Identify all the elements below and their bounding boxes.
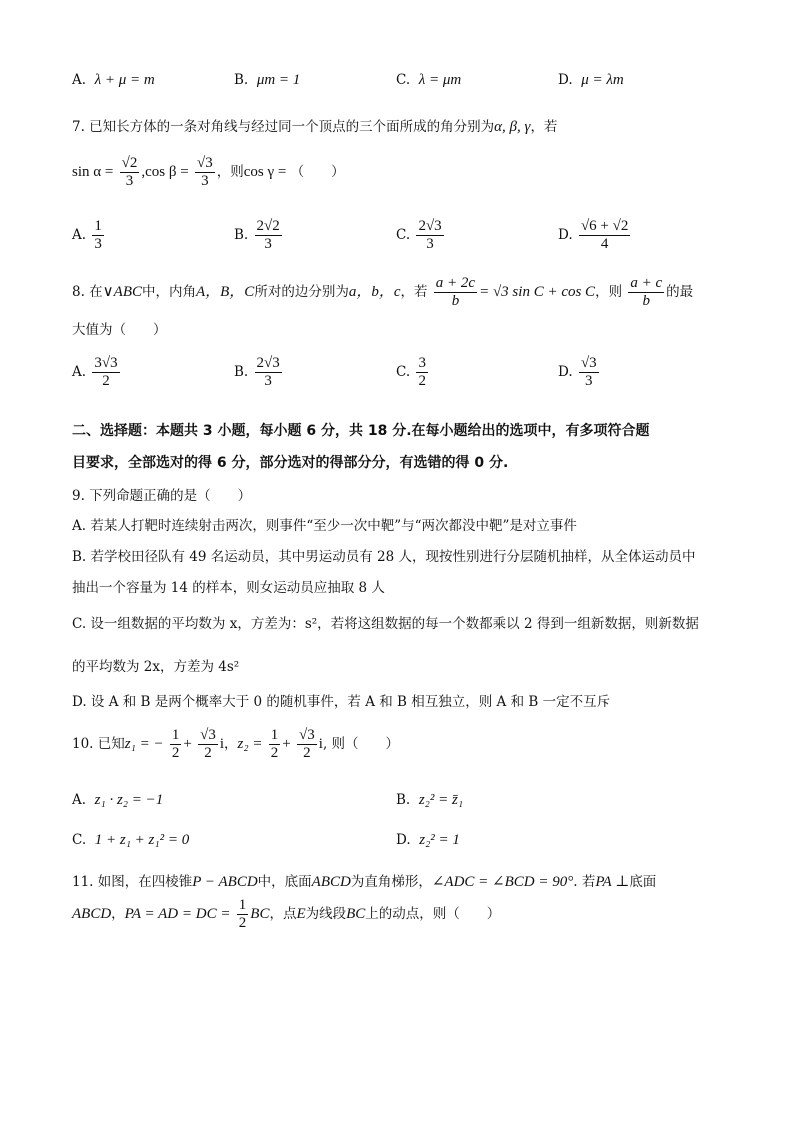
q11-text: . 若 [573,874,596,890]
q11-text: ， [111,906,125,922]
option-label: A. [72,792,87,808]
option-math: λ + μ = m [94,72,155,88]
numerator: √2 [121,155,138,171]
q9-option-c-line2: 的平均数为 2x，方差为 4s² [72,659,240,675]
option-label: D. [558,72,573,88]
q6-option-a [72,72,155,89]
q10-z1: z₁ = − [124,736,164,752]
fraction [579,355,599,390]
numerator: √3 [299,727,315,743]
q9-option-d: D. 设 A 和 B 是两个概率大于 0 的随机事件，若 A 和 B 相互独立，则 A 和 B 一定不互斥 [72,694,611,710]
cond-cos: ,cos β = [141,164,189,180]
fraction [255,355,282,390]
option-label: D. [558,227,573,243]
q10-text: , 则（ ） [322,736,400,752]
denominator: 3 [585,373,593,389]
q8-option-b [234,355,284,390]
q7-option-d [558,218,632,253]
q10-text: ， [224,736,238,752]
numerator: 3 [418,355,426,371]
q8-text: ，若 [400,284,428,300]
answer-paren: （ ） [290,164,345,180]
q8-vertices: A，B，C [195,284,255,300]
q9-option-b-line2: 抽出一个容量为 14 的样本，则女运动员应抽取 8 人 [72,580,385,596]
numerator: a + 2c [435,275,476,291]
q9-option-b-line1: B. 若学校田径队有 49 名运动员，其中男运动员有 28 人，现按性别进行分层随机抽样，从全体运动员中 [72,549,696,565]
q8-text: 8. 在 [72,284,103,300]
q10-text: 10. 已知 [72,736,125,752]
q7-angles: α, β, γ [494,119,531,135]
q10-z2: z₂ = [237,736,263,752]
q10-option-c [72,832,189,849]
numerator: √3 [200,727,216,743]
q11-perp: PA ⊥ [595,874,630,890]
option-label: B. [396,792,411,808]
fraction [170,727,182,762]
q11-point-e: E [296,906,306,922]
option-label: A. [72,364,87,380]
numerator: 1 [238,897,247,913]
q8-text: 中，内角 [141,284,196,300]
option-label: C. [396,364,411,380]
ask-math: cos γ = [243,164,287,180]
denominator: 2 [102,373,110,389]
option-label: A. [72,227,87,243]
fraction [198,727,218,762]
numerator: 1 [94,218,102,234]
numerator: 3√3 [94,355,118,371]
imag-unit: i [219,736,225,752]
denominator: 2 [238,915,247,931]
q10-option-d [396,832,460,849]
q7-stem-text: 7. 已知长方体的一条对角线与经过同一个顶点的三个面所成的角分别为 [72,119,495,135]
option-label: B. [234,72,249,88]
q11-pyramid: P − ABCD [192,874,258,890]
q11-text: 上的动点，则（ ） [365,906,501,922]
fraction [255,218,282,253]
q11-stem-line1 [72,870,656,891]
q6-option-c [396,72,461,89]
q11-eq: PA = AD = DC = [124,906,231,922]
q11-text: 为直角梯形， [350,874,432,890]
option-label: C. [72,832,87,848]
fraction [237,897,249,932]
imag-unit: i [318,736,323,752]
q8-option-d [558,355,601,390]
fraction [297,727,317,762]
q7-stem-tail: ，若 [530,119,558,135]
numerator: √3 [580,355,597,371]
denominator: 2 [171,745,180,761]
q11-base: ABCD [72,906,112,922]
q9-option-a: A. 若某人打靶时连续射击两次，则事件“至少一次中靶”与“两次都没中靶”是对立事件 [72,518,577,534]
q11-bc: BC [346,906,366,922]
option-label: C. [396,227,411,243]
q7-option-c [396,218,446,253]
plus-sign: + [282,736,291,752]
numerator: 1 [171,727,180,743]
option-math: μ = λm [581,72,624,88]
fraction [195,155,215,190]
q10-option-a [72,792,163,809]
fraction [416,218,443,253]
option-label: D. [558,364,573,380]
fraction [434,275,477,310]
fraction [269,727,281,762]
denominator: 2 [270,745,279,761]
q11-base: ABCD [311,874,351,890]
denominator: 3 [426,236,434,252]
q10-option-b [396,792,463,809]
section2-heading-line1: 二、选择题：本题共 3 小题，每小题 6 分，共 18 分.在每小题给出的选项中，有多项符合题 [72,423,650,439]
denominator: b [451,293,460,309]
q8-text: 的最 [666,284,694,300]
numerator: 1 [270,727,279,743]
q6-option-b [234,72,300,89]
denominator: 2 [418,373,426,389]
section2-heading-line2: 目要求，全部选对的得 6 分，部分选对的得部分分，有选错的得 0 分. [72,455,509,471]
plus-sign: + [183,736,192,752]
q9-option-c-line1: C. 设一组数据的平均数为 x，方差为：s²，若将这组数据的每一个数都乘以 2 得到一组新数据，则新数据 [72,616,699,632]
q11-text: 为线段 [305,906,347,922]
numerator: 2√2 [256,218,280,234]
option-math: 1 + z₁ + z₁² = 0 [94,832,190,848]
fraction [579,218,630,253]
denominator: 3 [264,373,272,389]
q8-eq-rhs: = √3 sin C + cos C [479,284,596,300]
option-math: z₂² = 1 [419,832,460,848]
q7-option-b [234,218,284,253]
fraction [120,155,140,190]
fraction [92,355,119,390]
denominator: 3 [264,236,272,252]
option-label: B. [234,364,249,380]
cond-sin: sin α = [72,164,114,180]
option-label: A. [72,72,87,88]
fraction [92,218,104,253]
q11-text: 底面 [629,874,657,890]
option-math: z₂² = z̄₁ [418,792,464,808]
q8-triangle: ∨ABC [102,284,142,300]
q11-angles: ∠ADC = ∠BCD = 90° [431,874,574,890]
q6-option-d [558,72,624,89]
q7-condition [72,155,345,190]
denominator: 3 [125,173,134,189]
denominator: 4 [600,236,609,252]
denominator: b [642,293,651,309]
q11-stem-line2 [72,897,500,932]
numerator: 2√3 [418,218,442,234]
q11-bc: BC [250,906,270,922]
q8-option-a [72,355,122,390]
q7-stem [72,115,557,136]
option-math: λ = μm [418,72,462,88]
q8-option-c [396,355,430,390]
option-math: μm = 1 [256,72,301,88]
numerator: √6 + √2 [580,218,629,234]
numerator: a + c [630,275,663,291]
q9-stem: 9. 下列命题正确的是（ ） [72,488,252,504]
q8-stem [72,275,693,310]
q11-text: ，点 [269,906,297,922]
q8-text: ，则 [595,284,623,300]
denominator: 3 [94,236,102,252]
option-math: z₁ · z₂ = −1 [94,792,164,808]
q7-option-a [72,218,106,253]
option-label: B. [234,227,249,243]
q10-stem [72,727,399,762]
numerator: √3 [197,155,213,171]
q11-text: 11. 如图，在四棱锥 [72,874,193,890]
q11-text: 中，底面 [257,874,312,890]
fraction [416,355,428,390]
q8-text: 所对的边分别为 [254,284,349,300]
denominator: 2 [303,745,311,761]
numerator: 2√3 [256,355,280,371]
fraction [628,275,664,310]
denominator: 2 [204,745,212,761]
ask-text: ，则 [216,164,244,180]
option-label: C. [396,72,411,88]
denominator: 3 [201,173,209,189]
q8-sides: a，b，c [348,284,401,300]
q8-stem-line2: 大值为（ ） [72,322,167,338]
option-label: D. [396,832,411,848]
